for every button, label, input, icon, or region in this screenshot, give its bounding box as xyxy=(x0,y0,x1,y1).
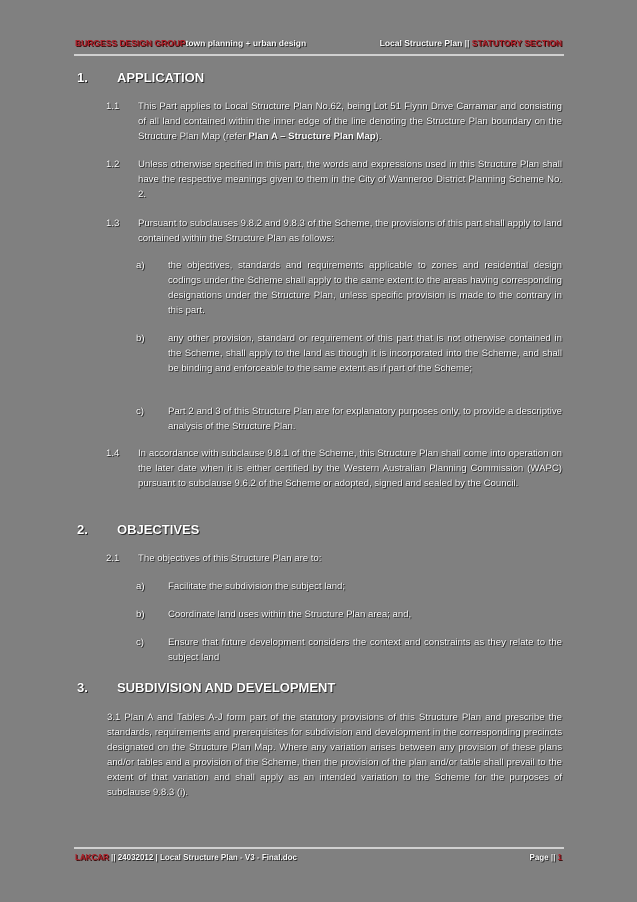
document-meta: 24032012 | Local Structure Plan - V3 - Final.doc xyxy=(117,853,297,862)
clause-1-2 xyxy=(106,157,562,202)
document-title: Local Structure Plan || xyxy=(379,38,470,48)
clause-1-3-c xyxy=(136,404,562,434)
footer-separator: || xyxy=(111,853,116,862)
clause-text: Ensure that future development considers the context and constraints as they relate to the subject land xyxy=(168,637,562,663)
clause-text: the objectives, standards and requirements applicable to zones and residential design codings under the Scheme shall apply to the same extent to the areas having corresponding designations under the Structure Plan, unless specific provision is made to the contrary in this part. xyxy=(168,260,562,316)
clause-2-1 xyxy=(106,551,562,566)
clause-letter: c) xyxy=(136,637,144,648)
clause-text-end: ). xyxy=(375,131,382,142)
clause-text: Coordinate land uses within the Structure Plan area; and, xyxy=(168,609,412,620)
header-rule xyxy=(74,54,564,56)
section-number: 1. xyxy=(77,70,88,85)
page-number: 1 xyxy=(557,853,562,862)
clause-text: any other provision, standard or requirement of this part that is not otherwise contained in the Scheme, shall apply to the land as though it is incorporated into the Scheme, and shall be binding and enforceable to the same extent as if part of the Scheme; xyxy=(168,333,562,374)
section-title: SUBDIVISION AND DEVELOPMENT xyxy=(117,680,336,695)
brand-tagline: town planning + urban design xyxy=(185,38,307,48)
clause-1-1 xyxy=(106,99,562,144)
clause-2-1-c xyxy=(136,635,562,665)
section-title: OBJECTIVES xyxy=(117,522,200,537)
clause-1-4 xyxy=(106,446,562,491)
clause-1-3-b xyxy=(136,331,562,376)
clause-2-1-a xyxy=(136,579,562,594)
brand-name: BURGESS DESIGN GROUP xyxy=(75,38,186,48)
clause-1-3-a xyxy=(136,258,562,318)
header-left xyxy=(75,38,306,48)
clause-number: 1.2 xyxy=(106,159,120,170)
clause-text: Plan A and Tables A-J form part of the statutory provisions of this Structure Plan and prescribe the standards, requirements and prerequisites for subdivision and development in the corresponding precincts designated on the Structure Plan Map. Where any variation arises between any provision of these plans and/or tables and a provision of the Scheme, then the provision of the plan and/or table shall prevail to the extent of that variation and shall apply as an intended variation to the Scheme for the purposes of subclause 9.8.3 (i). xyxy=(107,712,562,798)
clause-letter: b) xyxy=(136,609,145,620)
footer-right xyxy=(529,853,562,862)
clause-number: 1.4 xyxy=(106,448,120,459)
clause-text: Part 2 and 3 of this Structure Plan are for explanatory purposes only, to provide a descriptive analysis of the Structure Plan. xyxy=(168,406,562,432)
clause-number: 1.1 xyxy=(106,101,120,112)
page-footer xyxy=(75,853,562,865)
section-title: APPLICATION xyxy=(117,70,205,85)
section-number: 2. xyxy=(77,522,88,537)
clause-text: This Part applies to Local Structure Plan No.62, being Lot 51 Flynn Drive Carramar and consisting of all land contained within the inner edge of the line denoting the Structure Plan boundary on the Structure Plan Map (refer xyxy=(138,101,562,142)
header-right xyxy=(380,38,562,48)
clause-letter: a) xyxy=(136,260,145,271)
clause-text: Pursuant to subclauses 9.8.2 and 9.8.3 of the Scheme, the provisions of this part shall apply to land contained within the Structure Plan as follows: xyxy=(138,218,562,244)
clause-text: The objectives of this Structure Plan are to: xyxy=(138,553,322,564)
clause-text: Unless otherwise specified in this part, the words and expressions used in this Structure Plan shall have the respective meanings given to them in the City of Wanneroo District Planning Scheme No. 2. xyxy=(138,159,562,200)
clause-number: 3.1 xyxy=(107,712,121,723)
clause-text: Facilitate the subdivision the subject land; xyxy=(168,581,346,592)
section-number: 3. xyxy=(77,680,88,695)
clause-1-3 xyxy=(106,216,562,246)
section-label: STATUTORY SECTION xyxy=(471,38,562,48)
clause-2-1-b xyxy=(136,607,562,622)
page-label: Page || xyxy=(529,853,556,862)
clause-letter: a) xyxy=(136,581,145,592)
plan-reference: Plan A – Structure Plan Map xyxy=(248,131,376,142)
footer-rule xyxy=(74,847,564,849)
page-header xyxy=(75,38,562,52)
clause-number: 1.3 xyxy=(106,218,120,229)
clause-letter: c) xyxy=(136,406,144,417)
clause-text: In accordance with subclause 9.8.1 of the Scheme, this Structure Plan shall come into operation on the later date when it is either certified by the Western Australian Planning Commission (WAPC) pursuant to subclause 9.6.2 of the Scheme or adopted, signed and sealed by the Council. xyxy=(138,448,562,489)
clause-letter: b) xyxy=(136,333,145,344)
footer-left xyxy=(75,853,297,862)
project-code: LAKCAR xyxy=(75,853,109,862)
clause-number: 2.1 xyxy=(106,553,120,564)
clause-3-1 xyxy=(107,710,562,800)
